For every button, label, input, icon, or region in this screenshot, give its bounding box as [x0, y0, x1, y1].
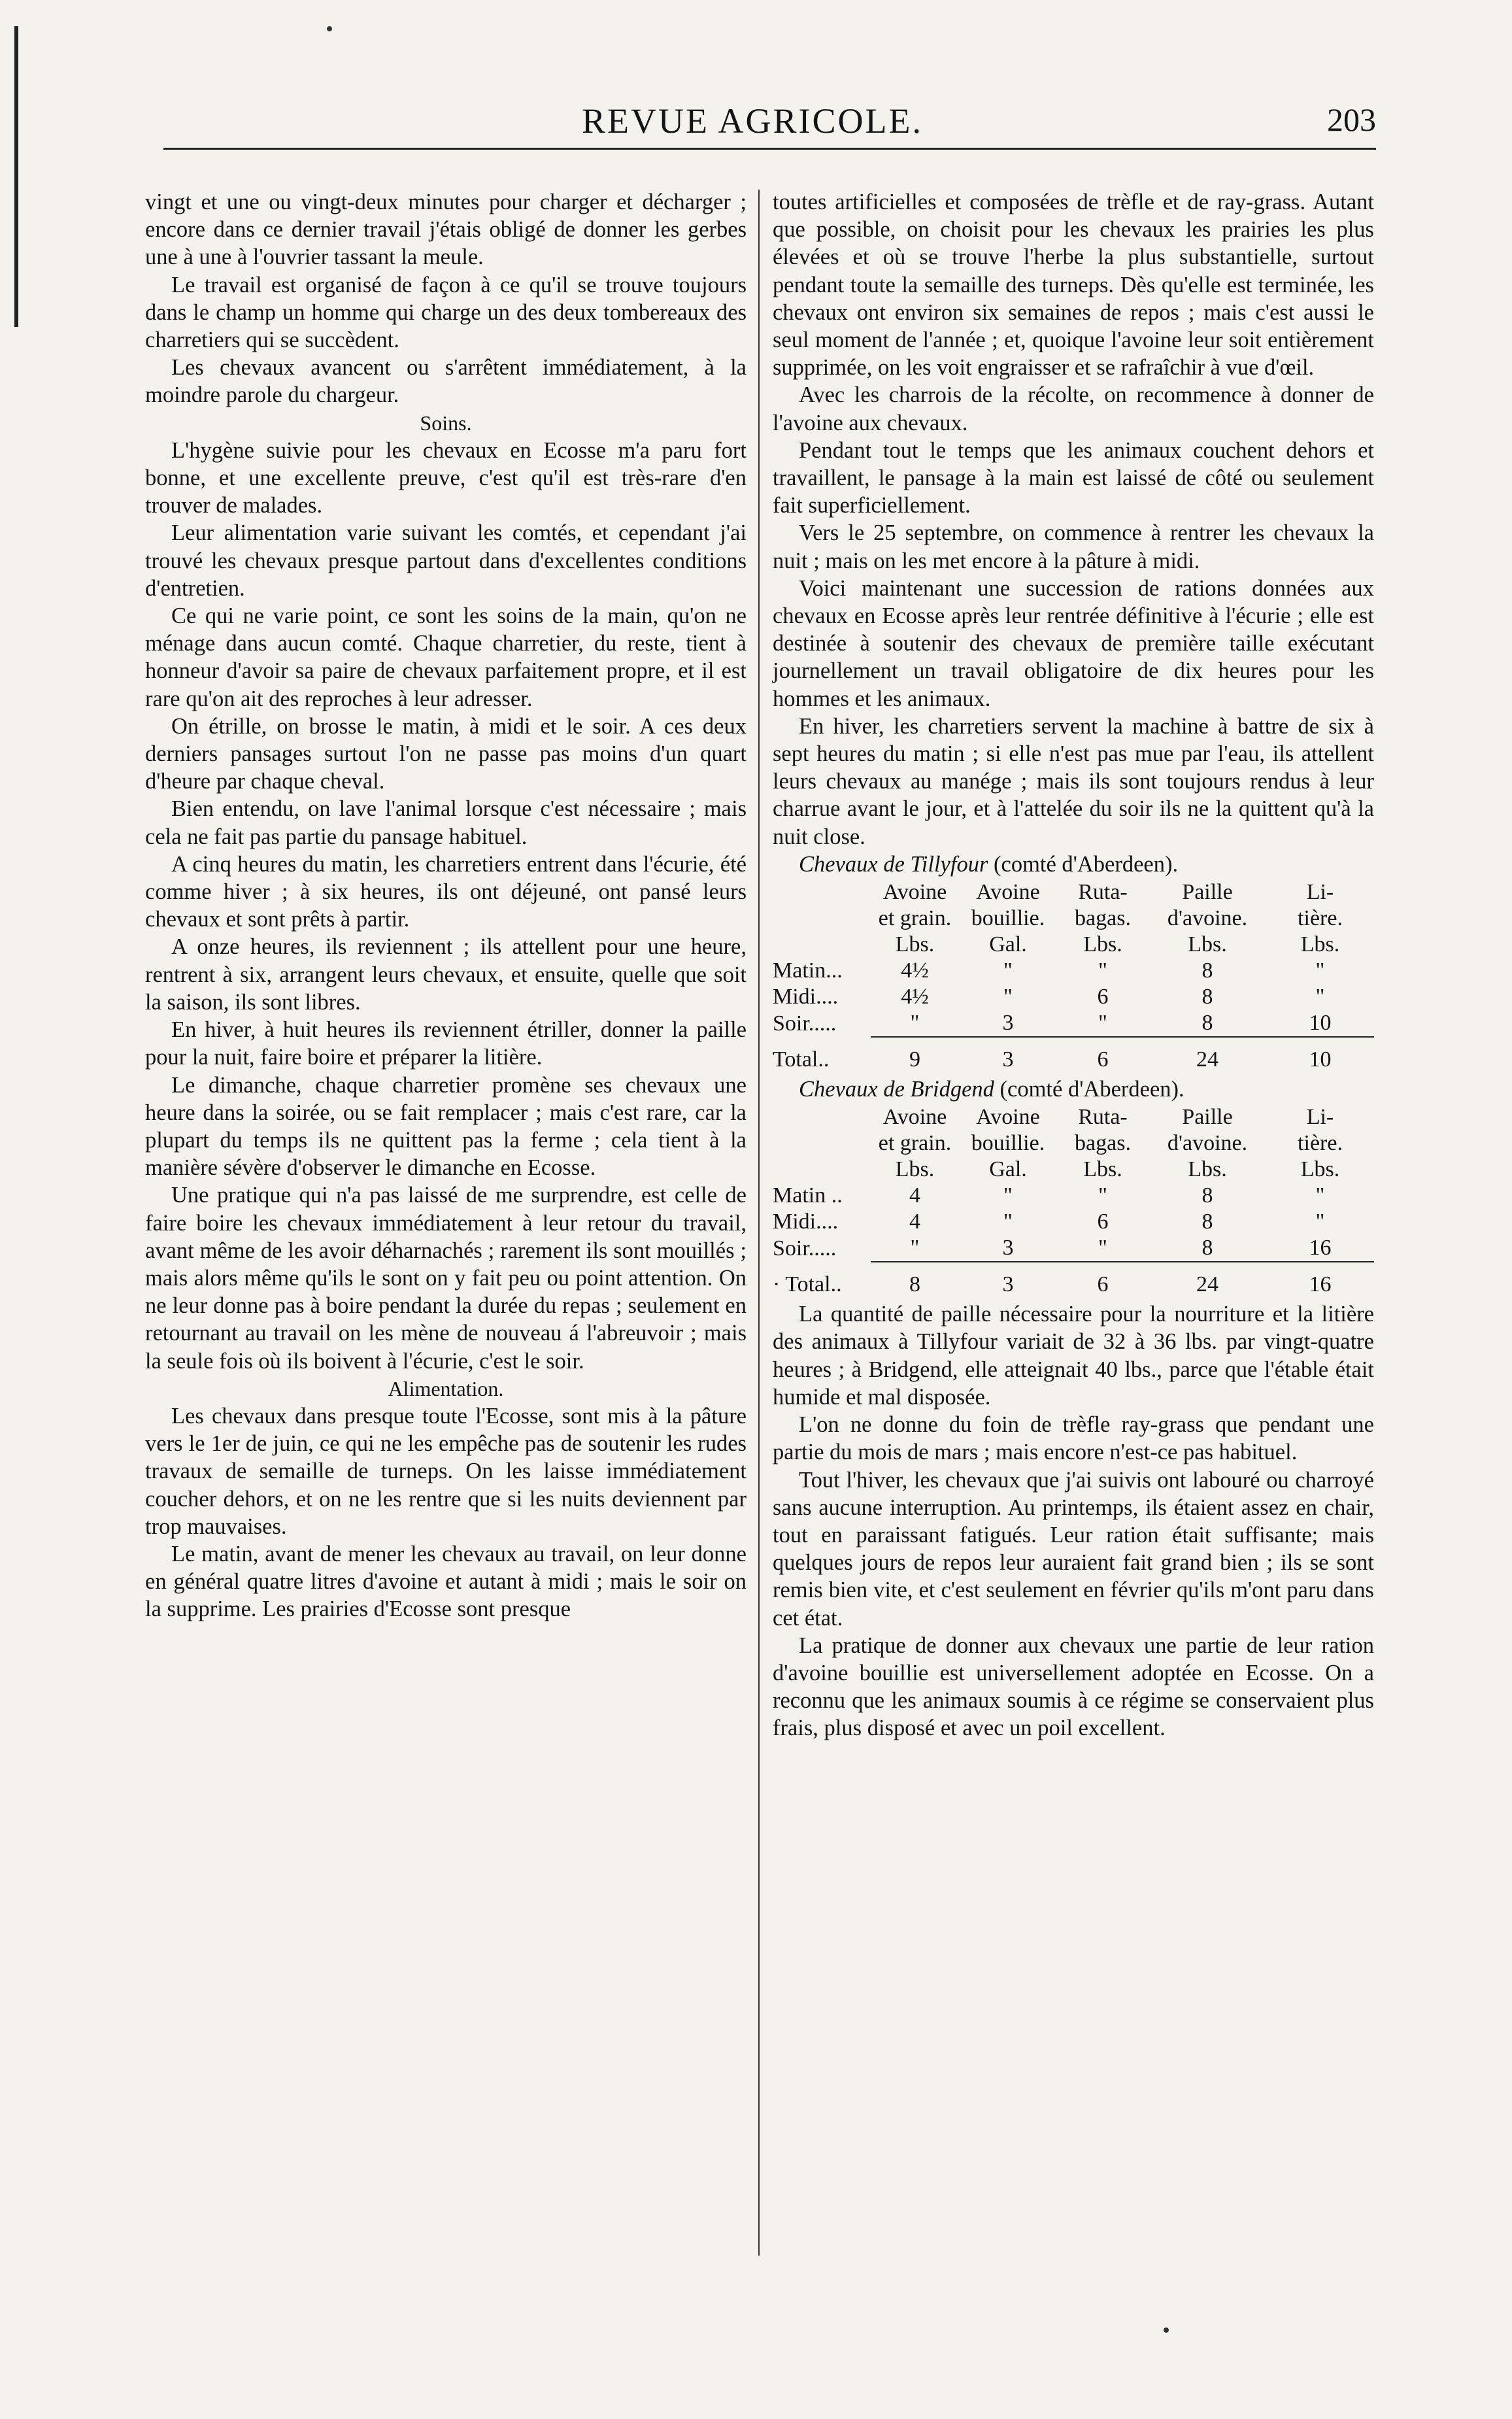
paragraph: La quantité de paille nécessaire pour la nourriture et la litière des animaux à Tillyfour variait de 32 à 36 lbs. par vingt-quatre heures ; à Bridgend, elle atteignait 40 lbs., parce que l'étable était humide et mal disposée.: [773, 1302, 1374, 1410]
table-cell: Ruta-: [1078, 880, 1128, 905]
header-row: [773, 879, 1374, 905]
table-cell: Li-: [1306, 880, 1334, 905]
row-label: [773, 905, 871, 932]
table-rule: [773, 1262, 1374, 1272]
ration-table-tillyfour: [773, 879, 1374, 1073]
table-cell: 6: [1097, 1272, 1109, 1297]
paragraph: On étrille, on brosse le matin, à midi et le soir. A ces deux derniers pansages surtout l'on ne passe pas moins d'un quart d'heure par chaque cheval.: [145, 713, 747, 794]
column-divider: [758, 190, 760, 2256]
paragraph: Pendant tout le temps que les animaux couchent dehors et travaillent, le pansage à la main est laissé de côté ou seulement fait superficiellement.: [773, 437, 1374, 518]
table-cell: 8: [1201, 1236, 1213, 1260]
table-cell: et grain.: [878, 906, 952, 931]
table-cell: ": [1003, 1183, 1013, 1208]
table-cell: Lbs.: [895, 1157, 935, 1182]
row-label: · Total..: [773, 1272, 842, 1297]
table-cell: 6: [1097, 985, 1109, 1009]
table-cell: Paille: [1182, 1105, 1233, 1130]
running-title: REVUE AGRICOLE.: [582, 101, 923, 141]
table-cell: ": [910, 1236, 920, 1260]
table-row: [773, 1010, 1374, 1037]
table-cell: Avoine: [976, 880, 1040, 905]
table-cell: Lbs.: [1188, 1157, 1227, 1182]
paragraph: L'hygène suivie pour les chevaux en Ecosse m'a paru fort bonne, et une excellente preuve, c'est qu'il est très-rare d'en trouver de malades.: [145, 437, 747, 518]
table-cell: Paille: [1182, 880, 1233, 905]
table-cell: 3: [1002, 1047, 1014, 1072]
section-heading: Soins.: [420, 411, 472, 435]
ration-table-bridgend: [773, 1104, 1374, 1298]
paragraph: Le travail est organisé de façon à ce qu'il se trouve toujours dans le champ un homme qui charge un des deux tombereaux des charretiers qui se succèdent.: [145, 272, 747, 353]
table-cell: 8: [1201, 1210, 1213, 1234]
paragraph: Ce qui ne varie point, ce sont les soins de la main, qu'on ne ménage dans aucun comté. Chaque charretier, du reste, tient à honneur d'avoir sa paire de chevaux parfaitement propre, et il est rare qu'on ait des reproches à leur adresser.: [145, 603, 747, 711]
row-label: Midi....: [773, 1210, 839, 1234]
table-cell: 4: [909, 1183, 920, 1208]
row-label: [773, 1130, 871, 1157]
page-number: 203: [1327, 101, 1376, 138]
table-cell: 6: [1097, 1047, 1109, 1072]
table-cell: 8: [909, 1272, 920, 1297]
binding-mark: [14, 26, 18, 327]
row-label: Matin ..: [773, 1183, 843, 1208]
table-cell: Gal.: [989, 932, 1027, 957]
paragraph: L'on ne donne du foin de trèfle ray-grass que pendant une partie du mois de mars ; mais encore n'est-ce pas habituel.: [773, 1412, 1374, 1465]
row-label: [773, 1157, 871, 1183]
page-header: [163, 92, 1376, 150]
left-column: [145, 188, 747, 1623]
table-cell: ": [1098, 1183, 1107, 1208]
table-cell: Avoine: [976, 1105, 1040, 1130]
section-heading: Alimentation.: [388, 1376, 504, 1400]
table-cell: tière.: [1298, 1131, 1343, 1156]
paragraph: Avec les charrois de la récolte, on recommence à donner de l'avoine aux chevaux.: [773, 382, 1374, 435]
table-cell: Lbs.: [1083, 932, 1122, 957]
paragraph: A cinq heures du matin, les charretiers entrent dans l'écurie, été comme hiver ; à six heures, ils ont déjeuné, ont pansé leurs chevaux et sont prêts à partir.: [145, 851, 747, 932]
table-cell: 4½: [901, 985, 929, 1009]
paragraph: Voici maintenant une succession de rations données aux chevaux en Ecosse après leur rentrée définitive à l'écurie ; elle est destinée à soutenir des chevaux de première taille exécutant journellement un travail obligatoire de dix heures pour les hommes et les animaux.: [773, 575, 1374, 711]
paragraph: Le matin, avant de mener les chevaux au travail, on leur donne en général quatre litres d'avoine et autant à midi ; mais le soir on la supprime. Les prairies d'Ecosse sont presque: [145, 1541, 747, 1622]
table-cell: 8: [1201, 958, 1213, 983]
table-cell: Lbs.: [895, 932, 935, 957]
table-cell: Ruta-: [1078, 1105, 1128, 1130]
header-row: [773, 1104, 1374, 1130]
table-cell: Avoine: [882, 880, 947, 905]
table2-caption-county: (comté d'Aberdeen).: [1000, 1077, 1184, 1102]
units-row: [773, 1157, 1374, 1183]
table-cell: ": [1098, 1236, 1107, 1260]
speck: [1164, 2327, 1169, 2333]
table-cell: 10: [1309, 1011, 1332, 1036]
table-cell: ": [1098, 1011, 1107, 1036]
row-label: Total..: [773, 1047, 830, 1072]
table-cell: bagas.: [1075, 1131, 1131, 1156]
table-cell: bouillie.: [971, 1131, 1045, 1156]
row-label: Soir.....: [773, 1011, 837, 1036]
paragraph: En hiver, à huit heures ils reviennent étriller, donner la paille pour la nuit, faire boire et préparer la litière.: [145, 1017, 747, 1070]
table-cell: Avoine: [882, 1105, 947, 1130]
total-row: [773, 1272, 1374, 1298]
paragraph: Les chevaux avancent ou s'arrêtent immédiatement, à la moindre parole du chargeur.: [145, 355, 747, 408]
paragraph: Les chevaux dans presque toute l'Ecosse, sont mis à la pâture vers le 1er de juin, ce qui ne les empêche pas de soutenir les rudes travaux de semaille de turneps. On les laisse immédiatement coucher dehors, et on ne les rentre que si les nuits deviennent par trop mauvaises.: [145, 1403, 747, 1539]
table-cell: 9: [909, 1047, 920, 1072]
paragraph: Une pratique qui n'a pas laissé de me surprendre, est celle de faire boire les chevaux immédiatement à leur retour du travail, avant même de les avoir déharnachés ; rarement ils sont mouillés ; mais alors même qu'ils le sont on y fait peu ou point attention. On ne leur donne pas à boire pendant la durée du repas ; seulement en retournant au travail on les mène de nouveau á l'abreuvoir ; mais la seule fois où ils boivent à l'écurie, c'est le soir.: [145, 1183, 747, 1374]
units-row: [773, 932, 1374, 958]
table1-caption-title: Chevaux de Tillyfour: [799, 851, 988, 877]
table-cell: ": [1315, 1183, 1325, 1208]
table-cell: 10: [1309, 1047, 1332, 1072]
table-cell: et grain.: [878, 1131, 952, 1156]
header-row: [773, 905, 1374, 932]
right-column-bottom: [773, 1300, 1374, 1742]
table-cell: Gal.: [989, 1157, 1027, 1182]
paragraph: A onze heures, ils reviennent ; ils attellent pour une heure, rentrent à six, arrangent leurs chevaux, et ensuite, quelle que soit la saison, ils sont libres.: [145, 934, 747, 1015]
paragraph: vingt et une ou vingt-deux minutes pour charger et décharger ; encore dans ce dernier travail j'étais obligé de donner les gerbes une à une à l'ouvrier tassant la meule.: [145, 190, 747, 270]
table1-caption: [773, 851, 1374, 878]
table-cell: Lbs.: [1083, 1157, 1122, 1182]
paragraph: La pratique de donner aux chevaux une partie de leur ration d'avoine bouillie est universellement adoptée en Ecosse. On a reconnu que les animaux soumis à ce régime se conservaient plus frais, plus disposé et avec un poil excellent.: [773, 1632, 1374, 1741]
table-row: [773, 1183, 1374, 1209]
row-label: [773, 1104, 871, 1130]
table-cell: 16: [1309, 1236, 1332, 1260]
table-cell: 8: [1201, 1183, 1213, 1208]
table-row: [773, 1209, 1374, 1235]
table-cell: 3: [1002, 1236, 1014, 1260]
table-cell: 8: [1201, 1011, 1213, 1036]
paragraph: toutes artificielles et composées de trèfle et de ray-grass. Autant que possible, on choisit pour les chevaux les prairies les plus élevées et où se trouve l'herbe la plus substantielle, surtout pendant toute la semaille des turneps. Dès qu'elle est terminée, les chevaux ont environ six semaines de repos ; mais c'est aussi le seul moment de l'année ; et, quoique l'avoine leur soit entièrement supprimée, on les voit engraisser et se rafraîchir à vue d'œil.: [773, 190, 1374, 381]
table-cell: 3: [1002, 1272, 1014, 1297]
table-cell: 3: [1002, 1011, 1014, 1036]
row-label: Soir.....: [773, 1236, 837, 1260]
table-cell: ": [1315, 1210, 1325, 1234]
row-label: Matin...: [773, 958, 843, 983]
table-cell: ": [1315, 985, 1325, 1009]
table-cell: ": [1003, 1210, 1013, 1234]
right-column-top: [773, 188, 1374, 851]
table-cell: 4: [909, 1210, 920, 1234]
table-cell: ": [910, 1011, 920, 1036]
table-cell: ": [1315, 958, 1325, 983]
paragraph: Tout l'hiver, les chevaux que j'ai suivis ont labouré ou charroyé sans aucune interruption. Au printemps, ils étaient assez en chair, tout en paraissant fatigués. Leur ration était suffisante; mais quelques jours de repos leur auraient fait grand bien ; ils se sont remis bien vite, et c'est seulement en février qu'ils m'ont paru dans cet état.: [773, 1467, 1374, 1631]
paragraph: Vers le 25 septembre, on commence à rentrer les chevaux la nuit ; mais on les met encore à la pâture à midi.: [773, 520, 1374, 573]
table-cell: bouillie.: [971, 906, 1045, 931]
row-label: [773, 932, 871, 958]
table-cell: ": [1003, 958, 1013, 983]
table-rule: [773, 1037, 1374, 1047]
header-row: [773, 1130, 1374, 1157]
header-rule: [163, 148, 1376, 150]
table-cell: 6: [1097, 1210, 1109, 1234]
table-cell: d'avoine.: [1167, 906, 1248, 931]
row-label: Midi....: [773, 985, 839, 1009]
table-cell: Lbs.: [1300, 932, 1340, 957]
paragraph: Leur alimentation varie suivant les comtés, et cependant j'ai trouvé les chevaux presque partout dans d'excellentes conditions d'entretien.: [145, 520, 747, 601]
table-cell: Li-: [1306, 1105, 1334, 1130]
total-row: [773, 1047, 1374, 1073]
table1-caption-county: (comté d'Aberdeen).: [994, 851, 1179, 877]
table-cell: d'avoine.: [1167, 1131, 1248, 1156]
row-label: [773, 879, 871, 905]
table-cell: Lbs.: [1300, 1157, 1340, 1182]
table2-caption-title: Chevaux de Bridgend: [799, 1077, 994, 1102]
table-cell: 24: [1196, 1272, 1218, 1297]
table-cell: 4½: [901, 958, 929, 983]
speck: [327, 26, 332, 31]
paragraph: Bien entendu, on lave l'animal lorsque c'est nécessaire ; mais cela ne fait pas partie du pansage habituel.: [145, 796, 747, 849]
table-cell: tière.: [1298, 906, 1343, 931]
table-cell: 16: [1309, 1272, 1332, 1297]
table-cell: 24: [1196, 1047, 1218, 1072]
table2-caption: [773, 1075, 1374, 1103]
right-column: [773, 188, 1374, 1742]
paragraph: En hiver, les charretiers servent la machine à battre de six à sept heures du matin ; si elle n'est pas mue par l'eau, ils attellent leurs chevaux au manége ; mais ils sont toujours rendus à leur charrue avant le jour, et à l'attelée du soir ils ne la quittent qu'à la nuit close.: [773, 713, 1374, 849]
table-cell: ": [1098, 958, 1107, 983]
table-cell: Lbs.: [1188, 932, 1227, 957]
table-row: [773, 1235, 1374, 1262]
table-cell: bagas.: [1075, 906, 1131, 931]
table-cell: 8: [1201, 985, 1213, 1009]
table-row: [773, 984, 1374, 1010]
table-cell: ": [1003, 985, 1013, 1009]
table-row: [773, 958, 1374, 984]
paragraph: Le dimanche, chaque charretier promène ses chevaux une heure dans la soirée, ou se fait remplacer ; mais c'est rare, car la plupart du temps ils ne quittent pas la ferme ; cela tient à la manière sévère d'observer le dimanche en Ecosse.: [145, 1072, 747, 1181]
